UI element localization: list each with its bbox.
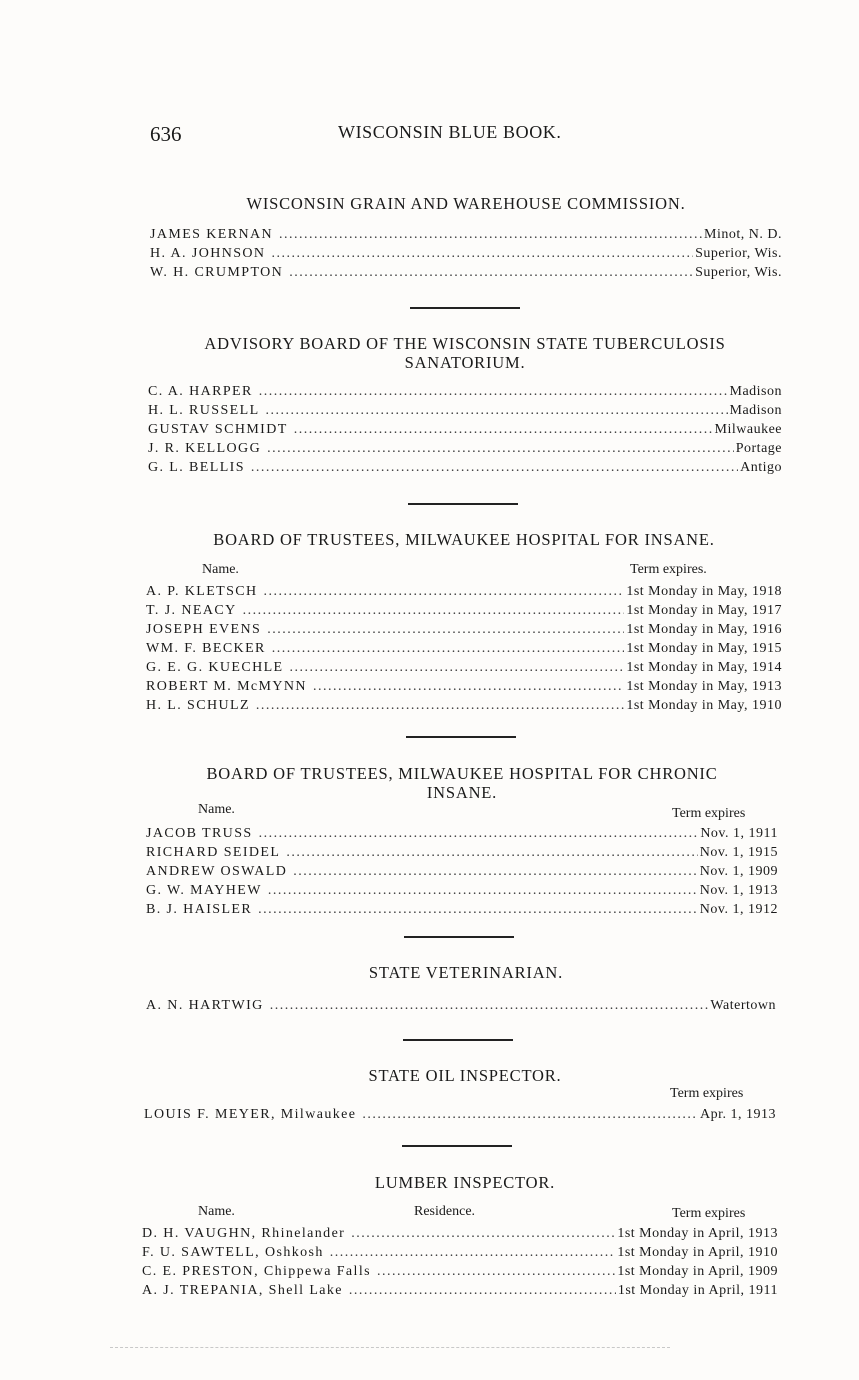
list-item [146, 824, 778, 843]
term-expires: 1st Monday in May, 1915 [626, 641, 782, 656]
list-item [146, 900, 778, 919]
list-item [146, 881, 778, 900]
member-name: G. W. MAYHEW [146, 883, 262, 898]
section-divider [404, 936, 514, 938]
leader-dots [251, 458, 738, 477]
list-item [146, 696, 782, 715]
term-expires: 1st Monday in April, 1913 [617, 1226, 778, 1241]
leader-dots [289, 263, 693, 282]
leader-dots [256, 696, 624, 715]
column-header-name: Name. [198, 802, 235, 817]
leader-dots [351, 1224, 615, 1243]
member-name: JOSEPH EVENS [146, 622, 262, 637]
term-expires: Nov. 1, 1913 [699, 883, 778, 898]
list-item [142, 1243, 778, 1262]
term-expires: 1st Monday in May, 1916 [626, 622, 782, 637]
term-expires: Nov. 1, 1912 [699, 902, 778, 917]
list-item [146, 677, 782, 696]
leader-dots [270, 996, 709, 1015]
list-item [146, 639, 782, 658]
column-header-term: Term expires [672, 806, 746, 821]
member-residence: Madison [729, 384, 782, 399]
list-item [150, 225, 782, 244]
section-divider [408, 503, 518, 505]
term-expires: 1st Monday in May, 1918 [626, 584, 782, 599]
member-name: A. N. HARTWIG [146, 998, 264, 1013]
member-name: RICHARD SEIDEL [146, 845, 281, 860]
member-name: H. A. JOHNSON [150, 246, 266, 261]
member-name: A. J. TREPANIA, Shell Lake [142, 1283, 343, 1298]
list-item [144, 1105, 776, 1124]
list-item [146, 843, 778, 862]
member-name: LOUIS F. MEYER, Milwaukee [144, 1107, 357, 1122]
leader-dots [267, 620, 624, 639]
list-item [146, 582, 782, 601]
term-expires: Nov. 1, 1915 [699, 845, 778, 860]
member-name: JAMES KERNAN [150, 227, 273, 242]
member-name: C. A. HARPER [148, 384, 253, 399]
term-expires: Apr. 1, 1913 [700, 1107, 776, 1122]
member-residence: Watertown [710, 998, 776, 1013]
column-header-name: Name. [198, 1204, 235, 1219]
section-title-continued: SANATORIUM. [404, 353, 526, 372]
member-name: J. R. KELLOGG [148, 441, 262, 456]
member-name: H. L. RUSSELL [148, 403, 260, 418]
section-divider [402, 1145, 512, 1147]
leader-dots [313, 677, 624, 696]
page-bottom-marks [110, 1347, 670, 1352]
member-name: ANDREW OSWALD [146, 864, 288, 879]
member-residence: Superior, Wis. [695, 265, 782, 280]
section-state-oil-inspector [144, 1066, 776, 1124]
section-hospital-chronic-insane [146, 764, 778, 919]
section-grain-commission [150, 194, 782, 282]
list-item [146, 601, 782, 620]
page-header [150, 122, 780, 148]
list-item [146, 620, 782, 639]
list-item [150, 263, 782, 282]
section-title: BOARD OF TRUSTEES, MILWAUKEE HOSPITAL FOR INSANE. [213, 530, 715, 549]
column-headers [142, 1204, 778, 1224]
leader-dots [264, 582, 625, 601]
section-title: STATE VETERINARIAN. [368, 963, 564, 982]
member-name: WM. F. BECKER [146, 641, 266, 656]
member-name: JACOB TRUSS [146, 826, 253, 841]
member-name: ROBERT M. McMYNN [146, 679, 307, 694]
section-hospital-insane [146, 530, 782, 715]
term-expires: 1st Monday in April, 1910 [617, 1245, 778, 1260]
member-name: C. E. PRESTON, Chippewa Falls [142, 1264, 371, 1279]
list-item [142, 1224, 778, 1243]
member-name: H. L. SCHULZ [146, 698, 250, 713]
leader-dots [330, 1243, 616, 1262]
term-expires: 1st Monday in May, 1913 [626, 679, 782, 694]
term-expires: Nov. 1, 1911 [700, 826, 778, 841]
leader-dots [268, 881, 698, 900]
list-item [146, 996, 776, 1015]
section-divider [403, 1039, 513, 1041]
column-header-term: Term expires. [630, 562, 707, 577]
column-headers [146, 802, 778, 822]
list-item [148, 382, 782, 401]
member-name: F. U. SAWTELL, Oshkosh [142, 1245, 324, 1260]
member-name: W. H. CRUMPTON [150, 265, 284, 280]
member-residence: Milwaukee [714, 422, 782, 437]
member-name: GUSTAV SCHMIDT [148, 422, 288, 437]
running-title: WISCONSIN BLUE BOOK. [338, 122, 562, 142]
term-expires: 1st Monday in April, 1909 [617, 1264, 778, 1279]
leader-dots [259, 382, 728, 401]
member-residence: Madison [729, 403, 782, 418]
list-item [148, 420, 782, 439]
section-divider [410, 307, 520, 309]
list-item [148, 401, 782, 420]
list-item [148, 458, 782, 477]
leader-dots [362, 1105, 698, 1124]
list-item [150, 244, 782, 263]
column-headers [146, 562, 782, 582]
list-item [142, 1281, 778, 1300]
section-title: LUMBER INSPECTOR. [374, 1173, 556, 1192]
member-residence: Antigo [740, 460, 782, 475]
list-item [148, 439, 782, 458]
section-title: WISCONSIN GRAIN AND WAREHOUSE COMMISSION. [246, 194, 686, 213]
member-name: T. J. NEACY [146, 603, 237, 618]
column-header-term: Term expires [672, 1206, 746, 1221]
member-name: B. J. HAISLER [146, 902, 253, 917]
member-name: G. E. G. KUECHLE [146, 660, 284, 675]
member-residence: Portage [735, 441, 782, 456]
member-name: D. H. VAUGHN, Rhinelander [142, 1226, 346, 1241]
member-residence: Minot, N. D. [704, 227, 782, 242]
page-number: 636 [150, 122, 182, 146]
list-item [146, 862, 778, 881]
leader-dots [267, 439, 734, 458]
leader-dots [279, 225, 702, 244]
leader-dots [271, 244, 693, 263]
term-expires: Nov. 1, 1909 [699, 864, 778, 879]
section-advisory-board [148, 334, 782, 477]
section-title: STATE OIL INSPECTOR. [368, 1066, 562, 1085]
leader-dots [290, 658, 625, 677]
leader-dots [258, 900, 698, 919]
leader-dots [259, 824, 699, 843]
column-header-name: Name. [202, 562, 239, 577]
section-title-continued: INSANE. [426, 783, 498, 802]
leader-dots [293, 862, 698, 881]
term-expires: 1st Monday in April, 1911 [617, 1283, 778, 1298]
leader-dots [294, 420, 713, 439]
column-headers [144, 1085, 776, 1105]
section-title: BOARD OF TRUSTEES, MILWAUKEE HOSPITAL FOR CHRONIC [206, 764, 718, 783]
term-expires: 1st Monday in May, 1910 [626, 698, 782, 713]
leader-dots [377, 1262, 615, 1281]
section-lumber-inspector [142, 1173, 778, 1300]
list-item [142, 1262, 778, 1281]
leader-dots [272, 639, 625, 658]
term-expires: 1st Monday in May, 1914 [626, 660, 782, 675]
leader-dots [266, 401, 728, 420]
member-residence: Superior, Wis. [695, 246, 782, 261]
leader-dots [286, 843, 697, 862]
leader-dots [349, 1281, 616, 1300]
member-name: A. P. KLETSCH [146, 584, 258, 599]
section-state-veterinarian [146, 963, 776, 1015]
column-header-residence: Residence. [414, 1204, 476, 1219]
leader-dots [243, 601, 625, 620]
member-name: G. L. BELLIS [148, 460, 245, 475]
list-item [146, 658, 782, 677]
section-title: ADVISORY BOARD OF THE WISCONSIN STATE TUBERCULOSIS [204, 334, 726, 353]
section-divider [406, 736, 516, 738]
term-expires: 1st Monday in May, 1917 [626, 603, 782, 618]
column-header-term: Term expires [670, 1086, 744, 1101]
